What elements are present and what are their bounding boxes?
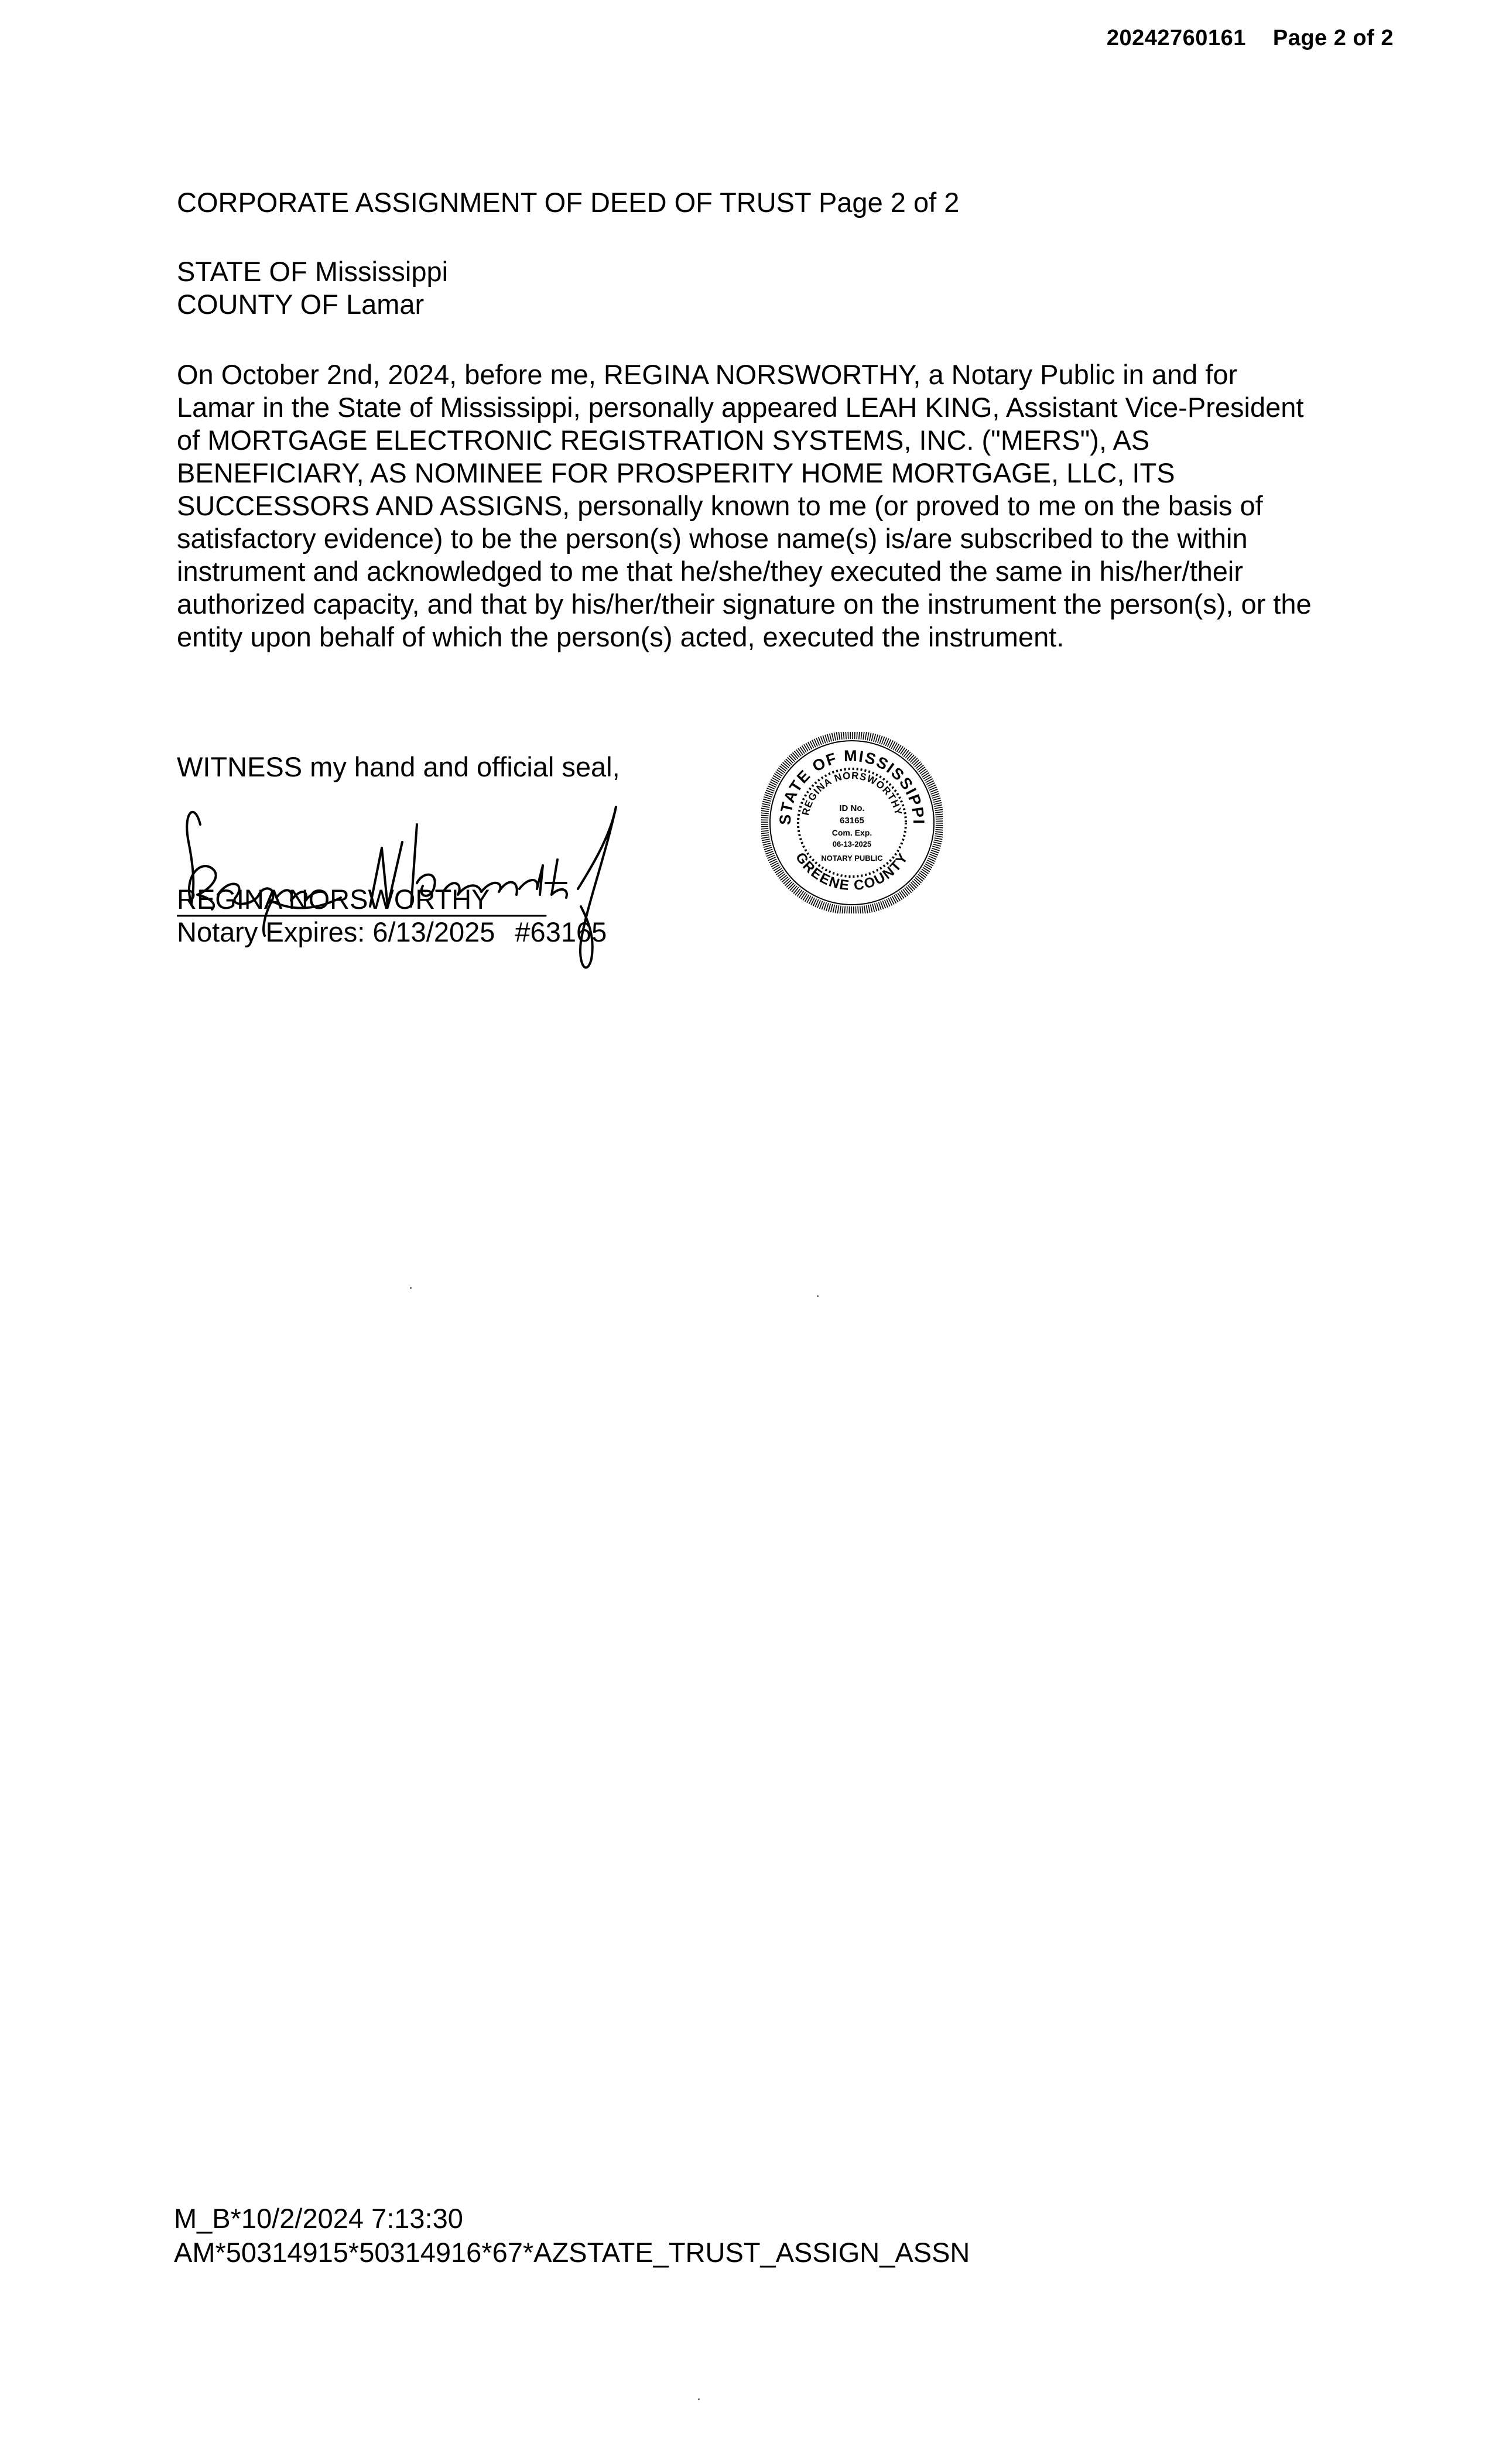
seal-inner-arc: REGINA NORSWORTHY — [800, 769, 904, 817]
document-header — [1107, 26, 1394, 51]
seal-notary-label: NOTARY PUBLIC — [821, 854, 883, 863]
notary-number: #63165 — [515, 916, 607, 947]
signature-block — [177, 789, 704, 983]
scan-speck — [817, 1295, 819, 1297]
footer-line-1: M_B*10/2/2024 7:13:30 — [174, 2203, 463, 2234]
expiration-text: Notary Expires: 6/13/2025 — [177, 916, 495, 947]
seal-top-arc: STATE OF MISSISSIPPI — [776, 747, 928, 826]
seal-bottom-arc: GREENE COUNTY — [792, 850, 912, 894]
document-footer — [174, 2202, 970, 2270]
state-line: STATE OF Mississippi — [177, 256, 449, 287]
notary-name: REGINA NORSWORTHY — [177, 884, 490, 915]
county-line: COUNTY OF Lamar — [177, 289, 425, 320]
document-number: 20242760161 — [1106, 26, 1246, 50]
seal-comm-label: Com. Exp. — [831, 828, 872, 837]
page-indicator: Page 2 of 2 — [1272, 26, 1394, 50]
acknowledgment-paragraph: On October 2nd, 2024, before me, REGINA NORSWORTHY, a Notary Public in and for Lamar in the State of Mississippi, personally appeared LEAH KING, Assistant Vice-President of MORTGAGE ELECTRONIC REGISTRATION SYSTEMS, INC. ("MERS"), AS BENEFICIARY, AS NOMINEE FOR PROSPERITY HOME MORTGAGE, LLC, ITS SUCCESSORS AND ASSIGNS, personally known to me (or proved to me on the basis of satisfactory evidence) to be the person(s) whose name(s) is/are subscribed to the within instrument and acknowledged to me that he/she/they executed the same in his/her/their authorized capacity, and that by his/her/their signature on the instrument the person(s), or the entity upon behalf of which the person(s) acted, executed the instrument. — [177, 359, 1312, 652]
seal-comm-date: 06-13-2025 — [832, 840, 872, 848]
scan-speck — [410, 1287, 412, 1289]
document-body — [177, 186, 1325, 653]
seal-id-number: 63165 — [840, 816, 864, 826]
document-title: CORPORATE ASSIGNMENT OF DEED OF TRUST Page 2 of 2 — [177, 187, 960, 218]
notary-expiration — [177, 916, 607, 949]
scan-speck — [698, 2398, 700, 2400]
seal-id-label: ID No. — [839, 803, 865, 813]
footer-line-2: AM*50314915*50314916*67*AZSTATE_TRUST_ASSIGN_ASSN — [174, 2237, 970, 2268]
notary-seal — [761, 732, 943, 913]
witness-line: WITNESS my hand and official seal, — [177, 751, 620, 782]
